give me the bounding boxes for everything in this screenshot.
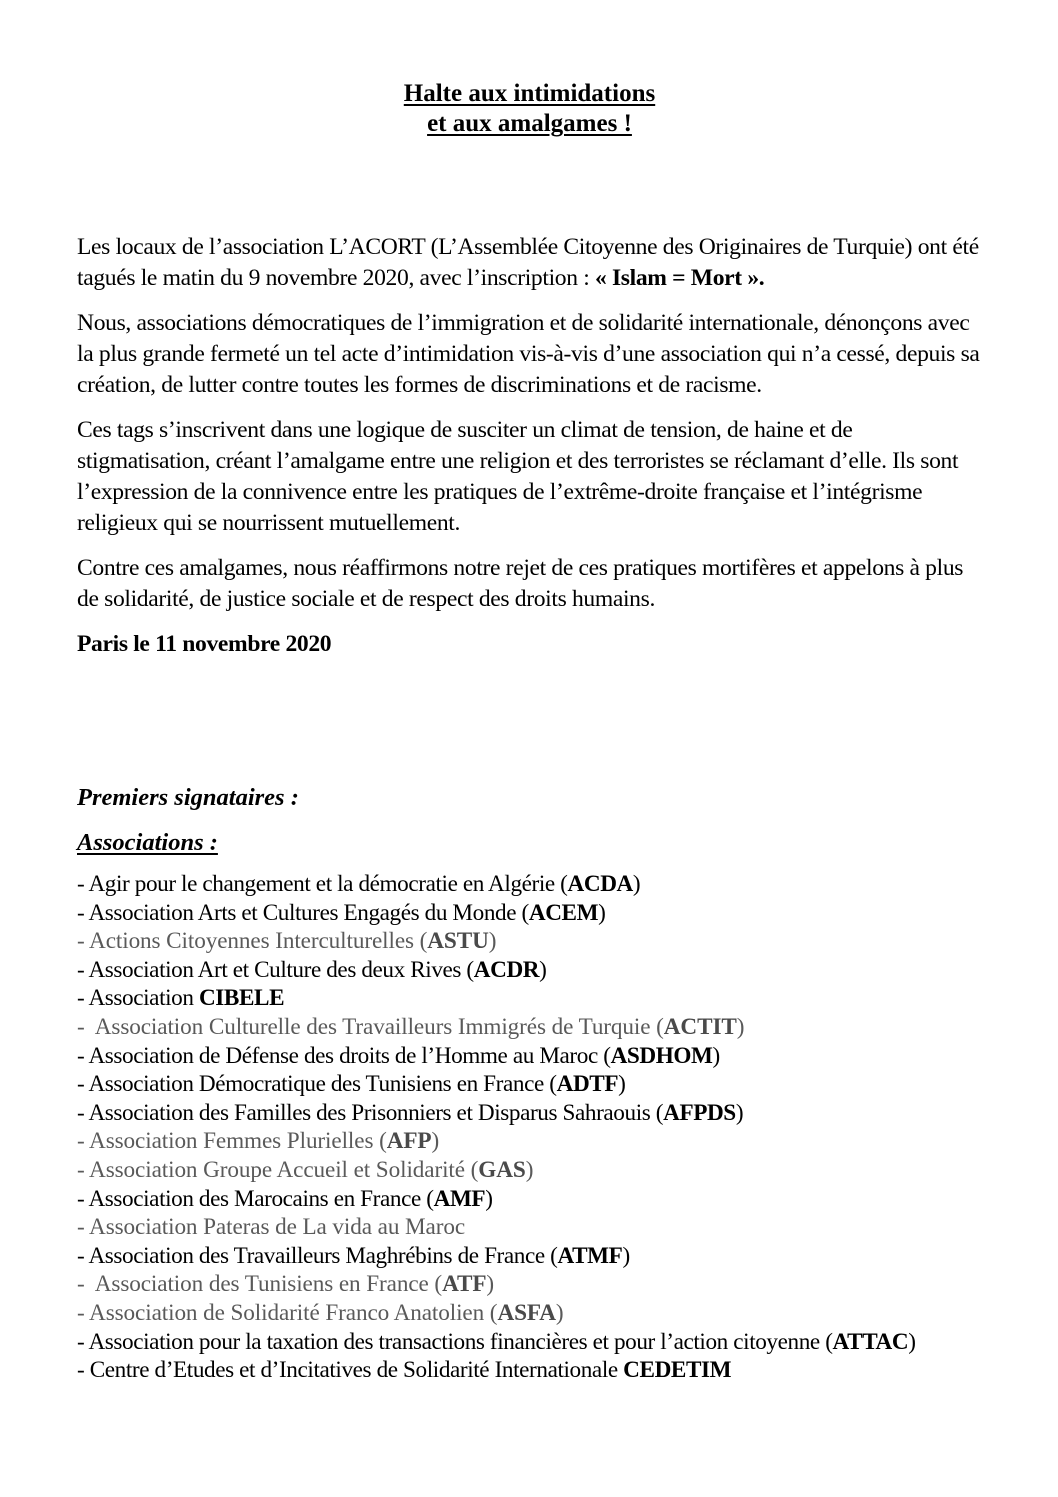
association-suffix: ) [622, 1242, 630, 1269]
title-line-2: et aux amalgames ! [427, 110, 632, 137]
association-suffix: ) [488, 928, 497, 955]
associations-list [77, 870, 982, 1385]
association-acronym: AMF [433, 1185, 486, 1212]
association-acronym: ATMF [557, 1242, 623, 1269]
association-item [77, 1299, 982, 1328]
association-name: Association Pateras de La vida au Maroc [89, 1214, 466, 1241]
association-dash: - [77, 899, 89, 926]
association-acronym: CIBELE [198, 985, 285, 1012]
association-suffix: ) [712, 1042, 720, 1069]
association-item [77, 1127, 982, 1156]
document-title [77, 79, 982, 139]
association-acronym: ACDA [567, 871, 633, 897]
association-acronym: ASDHOM [610, 1042, 713, 1069]
association-item [77, 1013, 982, 1042]
association-dash: - [77, 1185, 89, 1212]
association-item [77, 899, 982, 928]
association-item [77, 1356, 982, 1385]
association-dash: - [77, 1013, 95, 1040]
paragraph-denunciation: Nous, associations démocratiques de l’immigration et de solidarité internationale, dénonçons avec la plus grande fermeté un tel acte d’intimidation vis-à-vis d’une association qui n’a cessé, depuis sa création, de lutter contre toutes les formes de discriminations et de racisme. [77, 310, 980, 398]
association-acronym: ADTF [556, 1071, 619, 1098]
association-item [77, 1156, 982, 1185]
association-name: Association des Tunisiens en France ( [94, 1271, 443, 1298]
association-suffix: ) [736, 1013, 745, 1040]
paragraph-call: Contre ces amalgames, nous réaffirmons notre rejet de ces pratiques mortifères et appelons à plus de solidarité, de justice sociale et de respect des droits humains. [77, 555, 964, 612]
inscription-quote: « Islam = Mort ». [594, 265, 765, 291]
association-suffix: ) [908, 1328, 916, 1355]
association-item [77, 1270, 982, 1299]
association-dash: - [77, 1071, 89, 1098]
association-acronym: ACEM [528, 899, 599, 926]
association-item [77, 1099, 982, 1128]
association-name: Association [88, 985, 199, 1012]
association-acronym: CEDETIM [623, 1357, 732, 1384]
association-name: Agir pour le changement et la démocratie en Algérie ( [88, 871, 568, 897]
signatories-heading: Premiers signataires : [77, 784, 299, 811]
association-suffix: ) [539, 956, 547, 983]
association-name: Association de Solidarité Franco Anatolien ( [89, 1299, 498, 1326]
association-suffix: ) [486, 1271, 495, 1298]
association-suffix: ) [555, 1299, 564, 1326]
association-suffix: ) [618, 1071, 626, 1098]
association-suffix: ) [431, 1128, 440, 1155]
association-name: Association Femmes Plurielles ( [89, 1128, 387, 1155]
association-acronym: GAS [478, 1156, 526, 1183]
paragraph-incident-text: Les locaux de l’association L’ACORT (L’Assemblée Citoyenne des Originaires de Turquie) ont été tagués le matin du 9 novembre 2020, avec l’inscription : [77, 234, 979, 291]
signatories-section [77, 781, 982, 1385]
associations-heading: Associations : [77, 829, 218, 856]
association-item [77, 870, 982, 899]
association-dash: - [77, 1357, 90, 1384]
association-acronym: AFP [386, 1128, 432, 1155]
association-dash: - [77, 1271, 95, 1298]
association-suffix: ) [735, 1099, 744, 1126]
association-dash: - [77, 1042, 89, 1069]
association-acronym: AFPDS [663, 1099, 736, 1126]
association-dash: - [77, 985, 89, 1012]
paragraph-context: Ces tags s’inscrivent dans une logique de susciter un climat de tension, de haine et de stigmatisation, créant l’amalgame entre une religion et des terroristes se réclamant d’elle. Ils sont l’expression de la connivence entre les pratiques de l’extrême-droite française et l’intégrisme religieux qui se nourrissent mutuellement. [77, 417, 959, 536]
association-name: Actions Citoyennes Interculturelles ( [89, 928, 428, 955]
association-item [77, 1213, 982, 1242]
association-acronym: ACDR [473, 956, 540, 983]
association-name: Association des Travailleurs Maghrébins de France ( [88, 1242, 558, 1269]
association-suffix: ) [485, 1185, 493, 1212]
association-suffix: ) [525, 1156, 534, 1183]
association-item [77, 927, 982, 956]
association-name: Association pour la taxation des transactions financières et pour l’action citoyenne ( [88, 1328, 833, 1355]
association-dash: - [77, 928, 90, 955]
association-acronym: ASTU [427, 928, 489, 955]
title-line-1: Halte aux intimidations [403, 80, 656, 107]
association-dash: - [77, 1242, 89, 1269]
association-name: Centre d’Etudes et d’Incitatives de Solidarité Internationale [89, 1357, 624, 1384]
association-dash: - [77, 1299, 90, 1326]
association-item [77, 1328, 982, 1357]
association-name: Association de Défense des droits de l’Homme au Maroc ( [88, 1042, 611, 1069]
association-item [77, 1242, 982, 1271]
association-item [77, 1185, 982, 1214]
association-dash: - [77, 956, 89, 983]
association-item [77, 956, 982, 985]
association-name: Association Culturelle des Travailleurs Immigrés de Turquie ( [94, 1013, 664, 1040]
association-acronym: ACTIT [663, 1013, 737, 1040]
association-name: Association Arts et Cultures Engagés du Monde ( [88, 899, 529, 926]
association-item [77, 984, 982, 1013]
association-dash: - [77, 1156, 90, 1183]
statement-body [77, 232, 982, 660]
association-item [77, 1042, 982, 1071]
association-item [77, 1070, 982, 1099]
date-line: Paris le 11 novembre 2020 [77, 631, 332, 657]
association-acronym: ATTAC [832, 1328, 909, 1355]
association-suffix: ) [632, 871, 641, 897]
association-acronym: ATF [442, 1271, 487, 1298]
association-dash: - [77, 871, 89, 897]
association-dash: - [77, 1128, 90, 1155]
association-name: Association Démocratique des Tunisiens en France ( [88, 1071, 557, 1098]
paragraph-incident [77, 232, 982, 294]
association-name: Association des Familles des Prisonniers et Disparus Sahraouis ( [88, 1099, 664, 1126]
association-name: Association des Marocains en France ( [88, 1185, 434, 1212]
association-dash: - [77, 1214, 90, 1241]
association-acronym: ASFA [497, 1299, 556, 1326]
association-suffix: ) [598, 899, 606, 926]
association-dash: - [77, 1328, 89, 1355]
association-name: Association Art et Culture des deux Rives ( [88, 956, 474, 983]
association-name: Association Groupe Accueil et Solidarité ( [89, 1156, 479, 1183]
association-dash: - [77, 1099, 89, 1126]
